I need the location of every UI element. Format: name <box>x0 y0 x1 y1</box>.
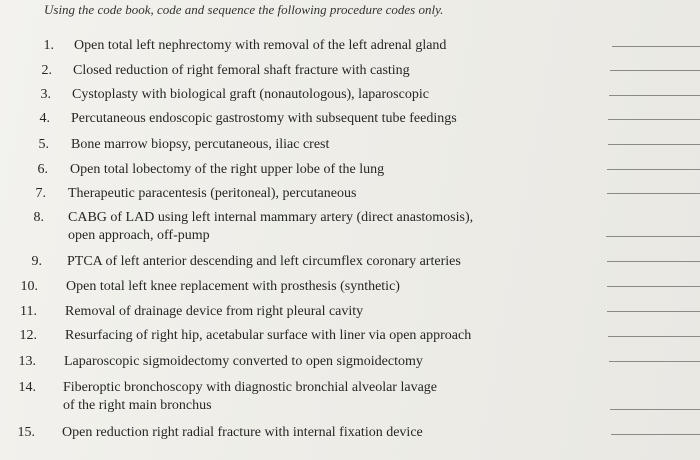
answer-line[interactable] <box>611 434 700 435</box>
answer-line[interactable] <box>607 286 700 287</box>
item-text: CABG of LAD using left internal mammary artery (direct anastomosis), <box>68 210 474 225</box>
item-number: 6. <box>37 162 48 177</box>
item-text: Open total left knee replacement with prosthesis (synthetic) <box>66 279 400 294</box>
answer-line[interactable] <box>610 70 700 71</box>
item-number: 12. <box>19 328 37 343</box>
item-number: 8. <box>33 210 44 225</box>
answer-line[interactable] <box>608 119 700 120</box>
item-text: Resurfacing of right hip, acetabular surface with liner via open approach <box>65 328 472 343</box>
answer-line[interactable] <box>610 409 700 410</box>
item-number: 5. <box>38 137 49 152</box>
item-number: 7. <box>35 186 46 201</box>
item-text: Open total left nephrectomy with removal of the left adrenal gland <box>74 38 447 53</box>
answer-line[interactable] <box>606 236 700 237</box>
item-text: Cystoplasty with biological graft (nonautologous), laparoscopic <box>72 87 429 102</box>
answer-line[interactable] <box>607 261 700 262</box>
item-text: Open reduction right radial fracture with internal fixation device <box>62 425 423 440</box>
item-number: 11. <box>20 304 37 319</box>
item-text: Closed reduction of right femoral shaft fracture with casting <box>73 63 410 78</box>
item-text: Laparoscopic sigmoidectomy converted to open sigmoidectomy <box>64 354 423 369</box>
answer-line[interactable] <box>608 144 700 145</box>
item-text: Percutaneous endoscopic gastrostomy with subsequent tube feedings <box>71 111 457 126</box>
item-number: 13. <box>18 354 36 369</box>
answer-line[interactable] <box>607 193 700 194</box>
answer-line[interactable] <box>609 95 700 96</box>
item-text: Bone marrow biopsy, percutaneous, iliac crest <box>71 137 330 152</box>
item-text: of the right main bronchus <box>63 398 212 413</box>
item-text: Open total lobectomy of the right upper lobe of the lung <box>70 162 385 177</box>
item-number: 1. <box>43 38 54 53</box>
answer-line[interactable] <box>609 361 700 362</box>
answer-line[interactable] <box>607 169 700 170</box>
answer-line[interactable] <box>608 336 700 337</box>
item-text: Therapeutic paracentesis (peritoneal), percutaneous <box>68 186 357 201</box>
item-number: 15. <box>17 425 35 440</box>
item-number: 2. <box>41 63 52 78</box>
item-number: 10. <box>20 279 38 294</box>
item-text: Removal of drainage device from right pleural cavity <box>65 304 364 319</box>
item-text: PTCA of left anterior descending and left circumflex coronary arteries <box>67 254 461 269</box>
item-number: 14. <box>18 380 36 395</box>
item-number: 3. <box>40 87 51 102</box>
answer-line[interactable] <box>607 311 700 312</box>
answer-line[interactable] <box>612 46 700 47</box>
instructions: Using the code book, code and sequence the following procedure codes only. <box>44 2 444 17</box>
item-text: open approach, off-pump <box>68 228 210 243</box>
item-number: 4. <box>39 111 50 126</box>
item-number: 9. <box>31 254 42 269</box>
item-text: Fiberoptic bronchoscopy with diagnostic bronchial alveolar lavage <box>63 380 438 395</box>
